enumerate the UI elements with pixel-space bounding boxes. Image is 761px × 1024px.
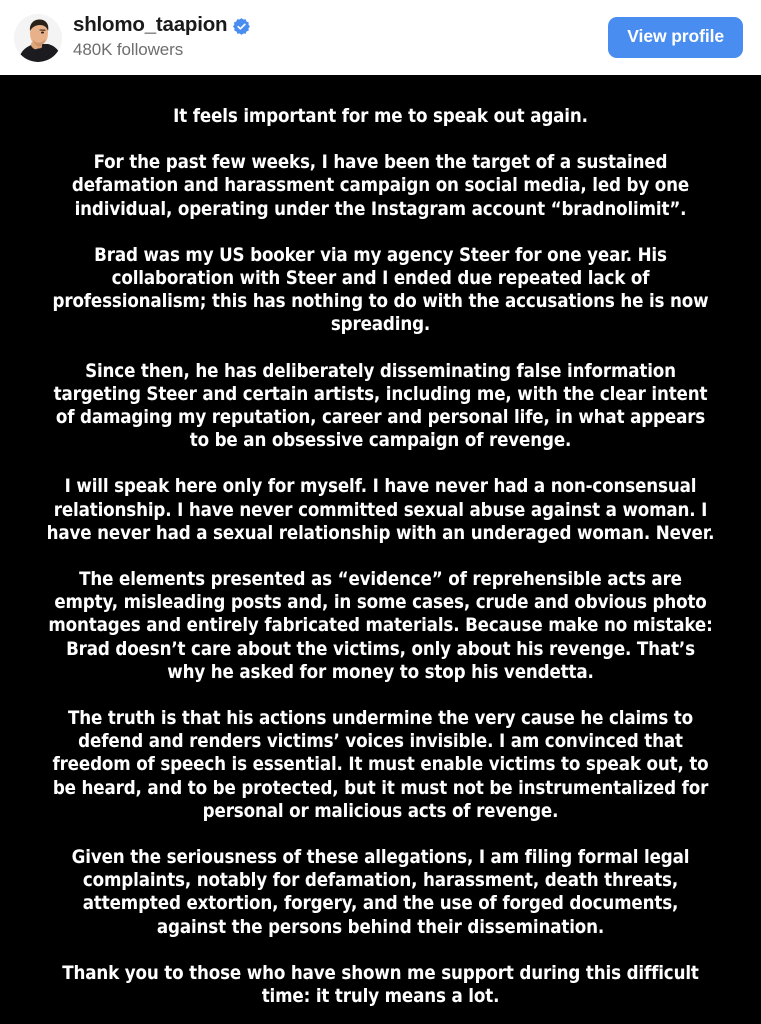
verified-badge-icon [233, 18, 250, 35]
followers-count: 480K followers [73, 40, 184, 60]
caption-paragraph: For the past few weeks, I have been the target of a sustained defamation and harassment campaign on social media, led by one individual, operating under the Instagram account “bradnolimit”. [71, 152, 690, 220]
caption-paragraph: The truth is that his actions undermine the very cause he claims to defend and renders victims’ voices invisible. I am convinced that freedom of speech is essential. It must enable victims to speak out, to be heard, and to be protected, but it must not be instrumentalized for personal or malicious acts of revenge. [52, 708, 709, 822]
caption-paragraph: The elements presented as “evidence” of reprehensible acts are empty, misleading posts and, in some cases, crude and obvious photo montages and entirely fabricated materials. Because make no mistake: Brad doesn’t care about the victims, only about his revenge. That’s why he asked for money to stop his vendetta. [48, 569, 713, 683]
profile-identity [73, 12, 608, 61]
caption-paragraph: Brad was my US booker via my agency Steer for one year. His collaboration with Steer and I ended due repeated lack of professionalism; this has nothing to do with the accusations he is now spreading. [52, 244, 709, 336]
caption-paragraph: Given the seriousness of these allegations, I am filing formal legal complaints, notably for defamation, harassment, death threats, attempted extortion, forgery, and the use of forged documents, against the persons behind their dissemination. [71, 847, 690, 938]
username-row [73, 12, 608, 36]
caption-paragraph: It feels important for me to speak out again. [173, 106, 588, 127]
caption-paragraph: Since then, he has deliberately disseminating false information targeting Steer and certain artists, including me, with the clear intent of damaging my reputation, career and personal life, in what appears to be an obsessive campaign of revenge. [53, 360, 708, 452]
caption-paragraph: Thank you to those who have shown me support during this difficult time: it truly means a lot. [62, 962, 699, 1008]
username[interactable]: shlomo_taapion [73, 12, 228, 36]
profile-header [0, 0, 761, 75]
avatar[interactable] [14, 14, 62, 62]
caption-paragraph: I will speak here only for myself. I have never had a non-consensual relationship. I have never committed sexual abuse against a woman. I have never had a sexual relationship with an underaged woman. Never. [46, 476, 715, 544]
view-profile-button[interactable]: View profile [608, 17, 743, 58]
post-caption-body [0, 75, 761, 1024]
